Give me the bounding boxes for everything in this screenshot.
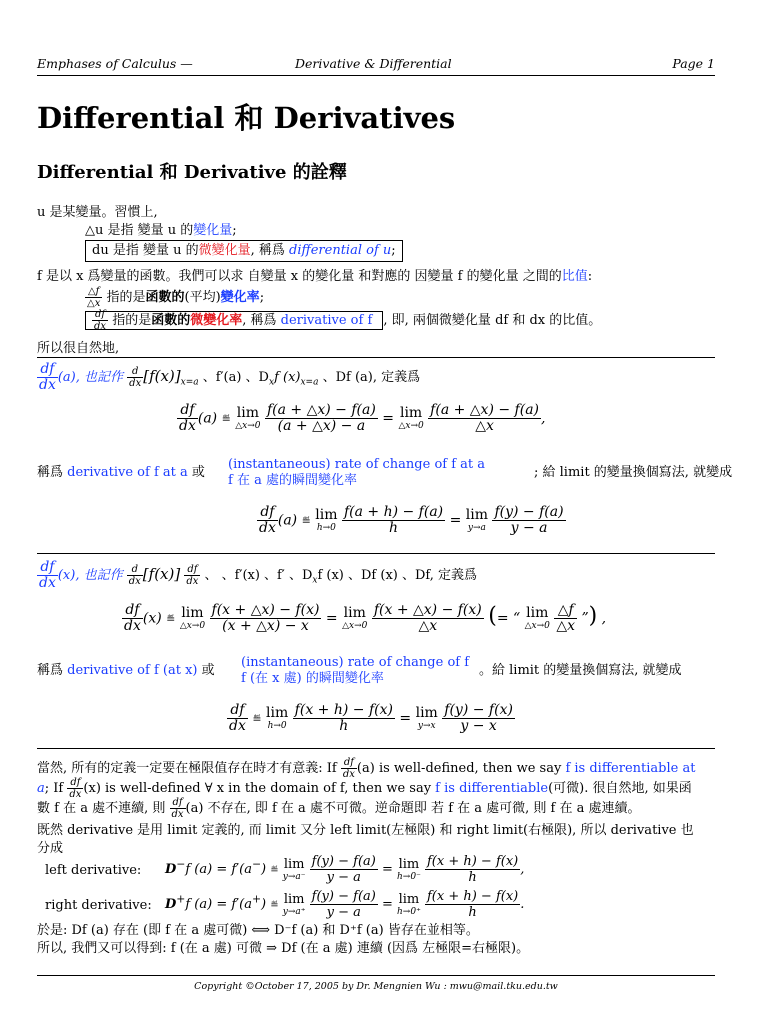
right-derivative-label: right derivative: — [45, 898, 152, 913]
header-left: Emphases of Calculus — — [37, 56, 193, 71]
box2-bold: 函數的 — [151, 313, 191, 328]
left-derivative-label: left derivative: — [45, 863, 142, 878]
intro-line-5 — [85, 286, 264, 309]
block3-p1-c: f is differentiable at — [565, 761, 696, 776]
block2-called-d: 。給 limit 的變量換個寫法, 就變成 — [479, 663, 682, 678]
box-red-term: 微變化量 — [198, 243, 251, 258]
block2-lead: $\frac{df}{dx}$ (x), 也記作 $\frac{d}{dx}$ [f(x)] $\frac{df}{dx}$ 、 、f′(x) 、f′ 、$D_xf$ (x) 、Df (x) 、Df, 定義爲 — [39, 559, 478, 591]
box-end: ; — [391, 243, 396, 258]
block2-lead-c: f (x) 、Df (x) 、Df, 定義爲 — [317, 568, 478, 583]
intro-line-2-highlight: 變化量 — [193, 223, 233, 238]
block3-p1-b: (a) is well-defined, then we say — [356, 761, 566, 776]
page-title: Differential 和 Derivatives — [37, 101, 456, 135]
block1-lead-d: 、Df (a), 定義爲 — [322, 370, 421, 385]
block3-para-3: 數 f 在 a 處不連續, 則 $\frac{df}{dx}$ (a) 不存在, 即 f 在 a 處不可微。逆命題即 若 f 在 a 處可微, 則 f 在 a 處連續。 — [37, 797, 641, 820]
block2-rate-line-1: (instantaneous) rate of change of f — [241, 655, 470, 670]
box2-blue-term: derivative of f — [280, 313, 373, 328]
rule-1 — [37, 357, 715, 358]
header-center: Derivative & Differential — [295, 56, 452, 71]
block2-lead-a: (x), 也記作 — [57, 568, 123, 583]
intro-line-2-text: △u 是指 變量 u 的 — [85, 223, 194, 238]
differential-definition-box — [85, 240, 403, 262]
intro-line-5-text: 指的是 — [106, 290, 146, 305]
block1-called-c: 或 — [187, 465, 205, 480]
block3-para-7: 所以, 我們又可以得到: f (在 a 處) 可微 ⇒ Df (在 a 處) 連續 (因爲 左極限=右極限)。 — [37, 941, 530, 956]
block3-p2-b: ; If — [44, 781, 64, 796]
block3-para-5: 分成 — [37, 841, 64, 856]
block1-rate-line-1: (instantaneous) rate of change of f at a — [228, 457, 486, 472]
section-title: Differential 和 Derivative 的詮釋 — [37, 162, 347, 183]
block1-lead-b: 、f′(a) 、D — [202, 370, 269, 385]
block1-lead-a: (a), 也記作 — [57, 370, 124, 385]
block2-called — [37, 662, 215, 680]
footer-rule — [37, 975, 715, 976]
block1-called-a: 稱爲 — [37, 465, 68, 480]
intro-line-5-bold: 函數的 — [145, 290, 185, 305]
block2-definition-equation: $\frac{df}{dx}$ (x) ≝ lim △x→0 $\frac{f(x + \triangle x) - f(x)}{(x + \triangle x) - x}$ = lim △x→0 $\frac{f(x + \triangle x) - f(x)}{\triangle x}$ (= “ lim △x→0 $\frac{\triangle f}{\triangle x}$ ”) , — [124, 602, 607, 634]
derivative-definition-box — [85, 311, 383, 330]
block3-p3: 數 f 在 a 處不連續, 則 — [37, 801, 166, 816]
box2-text-2: , 稱爲 — [242, 313, 281, 328]
intro-line-5-highlight: 變化率 — [220, 290, 260, 305]
block1-lead-c: f (x) — [274, 370, 301, 385]
header-rule — [37, 75, 715, 76]
intro-line-1: u 是某變量。習慣上, — [37, 205, 158, 220]
rule-3 — [37, 748, 715, 749]
block1-called-b: derivative of f at a — [67, 465, 188, 480]
intro-line-7: 所以很自然地, — [37, 341, 120, 356]
block1-lead: $\frac{df}{dx}$ (a), 也記作 $\frac{d}{dx}$ $[f(x)]_{x=a}$ 、f′(a) 、$D_xf$ $(x)_{x=a}$ 、Df (a), 定義爲 — [39, 361, 421, 393]
block3-p2-e: (可微). 很自然地, 如果函 — [548, 781, 692, 796]
block2-called-c: 或 — [197, 663, 215, 678]
df-over-dx: $\frac{df}{dx}$ — [94, 309, 107, 332]
header-page-number: Page 1 — [672, 56, 715, 71]
block2-called-b: derivative of f (at x) — [67, 663, 198, 678]
box-blue-term: differential of u — [289, 243, 392, 258]
block1-called — [37, 464, 205, 482]
rule-2 — [37, 553, 715, 554]
block3-para-1: 當然, 所有的定義一定要在極限值存在時才有意義: If $\frac{df}{dx}$ (a) is well-defined, then we say f is differentiable at — [37, 757, 696, 780]
box2-red-term: 微變化率 — [190, 313, 243, 328]
delta-f-over-delta-x: $\frac{\triangle f}{\triangle x}$ — [87, 286, 101, 309]
block3-para-6: 於是: Df (a) 存在 (即 f 在 a 處可微) ⟺ D⁻f (a) 和 D⁺f (a) 皆存在並相等。 — [37, 923, 479, 938]
block3-p2-a: a — [37, 781, 45, 796]
intro-line-6 — [85, 309, 601, 332]
block2-alt-equation: $\frac{df}{dx}$ ≝ lim h→0 $\frac{f(x + h) - f(x)}{h}$ = lim y→x $\frac{f(y) - f(x)}{y - x}$ — [229, 702, 513, 734]
box-text: du 是指 變量 u 的 — [92, 243, 199, 258]
intro-line-6-end: , 即, 兩個微變化量 df 和 dx 的比值。 — [383, 313, 602, 328]
intro-line-4-end: : — [587, 269, 593, 284]
block3-p1-a: 當然, 所有的定義一定要在極限值存在時才有意義: If — [37, 761, 337, 776]
block1-alt-equation: $\frac{df}{dx}$ (a) ≝ lim h→0 $\frac{f(a + h) - f(a)}{h}$ = lim y→a $\frac{f(y) - f(a)}{y - a}$ — [259, 504, 564, 536]
block3-p2-d: f is differentiable — [435, 781, 549, 796]
d-dx-operator: $\frac{d}{dx}$ — [129, 366, 142, 389]
block2-lead-b: 、 、f′(x) 、f′ 、D — [204, 568, 313, 583]
block1-definition-equation: $\frac{df}{dx}$ (a) ≝ lim △x→0 $\frac{f(a + \triangle x) - f(a)}{(a + \triangle x) - a}$ = lim △x→0 $\frac{f(a + \triangle x) - f(a)}{\triangle x}$ , — [179, 402, 546, 434]
block3-p3-b: (a) 不存在, 即 f 在 a 處不可微。逆命題即 若 f 在 a 處可微, 則 f 在 a 處連續。 — [185, 801, 641, 816]
block1-called-d: ; 給 limit 的變量換個寫法, 就變成 — [534, 465, 733, 480]
df-dx-blue: $\frac{df}{dx}$ — [39, 361, 56, 393]
intro-line-4-highlight: 比值 — [561, 269, 588, 284]
intro-line-4-text: f 是以 x 爲變量的函數。我們可以求 自變量 x 的變化量 和對應的 因變量 f 的變化量 之間的 — [37, 269, 562, 284]
intro-line-5-end: ; — [259, 290, 265, 305]
box-text-2: , 稱爲 — [250, 243, 290, 258]
left-derivative-equation: D−f (a) = f′(a−) ≝ lim y→a⁻ $\frac{f(y) - f(a)}{y - a}$ = lim h→0⁻ $\frac{f(x + h) - f(x)}{h}$ , — [165, 854, 525, 885]
block1-rate-line-2: f 在 a 處的瞬間變化率 — [228, 473, 357, 488]
intro-line-2-end: ; — [232, 223, 237, 238]
block2-called-a: 稱爲 — [37, 663, 68, 678]
running-header — [37, 54, 715, 72]
right-derivative-equation: D+f (a) = f′(a+) ≝ lim y→a⁺ $\frac{f(y) - f(a)}{y - a}$ = lim h→0⁺ $\frac{f(x + h) - f(x)}{h}$ . — [165, 889, 525, 920]
block2-rate-line-2: f (在 x 處) 的瞬間變化率 — [241, 671, 384, 686]
intro-line-4 — [37, 268, 592, 286]
block3-para-4: 既然 derivative 是用 limit 定義的, 而 limit 又分 left limit(左極限) 和 right limit(右極限), 所以 derivative 也 — [37, 823, 694, 838]
intro-line-2 — [85, 222, 237, 240]
box2-text: 指的是 — [112, 313, 152, 328]
block3-para-2: a; If $\frac{df}{dx}$ (x) is well-defined ∀ x in the domain of f, then we say f is differentiable(可微). 很自然地, 如果函 — [37, 777, 692, 800]
block3-p2-c: (x) is well-defined ∀ x in the domain of f, then we say — [83, 781, 436, 796]
intro-line-5-paren: (平均) — [184, 290, 221, 305]
copyright-footer: Copyright ©October 17, 2005 by Dr. Mengnien Wu : mwu@mail.tku.edu.tw — [194, 981, 558, 992]
